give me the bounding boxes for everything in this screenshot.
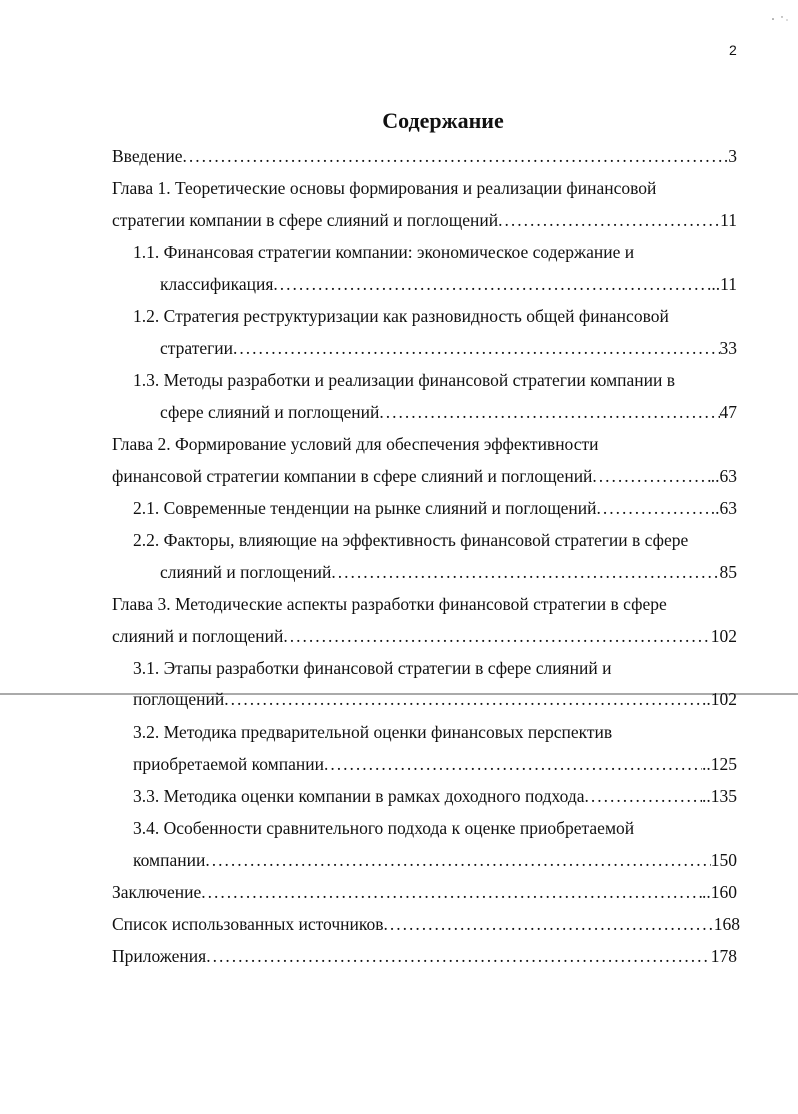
toc-leader-dots — [233, 335, 719, 361]
toc-entry-text: Список использованных источников — [112, 914, 384, 934]
toc-entry-section-3-2-line-1[interactable] — [133, 719, 612, 745]
toc-leader-dots — [384, 911, 714, 937]
toc-entry-text: стратегии — [160, 338, 234, 358]
toc-entry-text: Введение — [112, 146, 183, 166]
toc-entry-text: 2.1. Современные тенденции на рынке слияний и поглощений — [133, 498, 597, 518]
toc-entry-page: 102 — [710, 626, 737, 646]
toc-entry-section-1-1-line-1[interactable] — [133, 239, 634, 265]
toc-entry-conclusion[interactable] — [112, 879, 737, 905]
toc-entry-text: 3.1. Этапы разработки финансовой стратегии в сфере слияний и — [133, 658, 612, 678]
toc-entry-text: Заключение — [112, 882, 202, 902]
toc-leader-dots — [592, 463, 710, 489]
toc-leader-dots — [331, 559, 719, 585]
page-number: 2 — [729, 42, 737, 58]
toc-entry-appendix[interactable] — [112, 943, 737, 969]
toc-entry-page: 150 — [710, 850, 737, 870]
toc-entry-page: ...11 — [707, 274, 737, 294]
toc-entry-section-1-3-line-2[interactable] — [160, 399, 737, 425]
toc-entry-section-3-4-line-1[interactable] — [133, 815, 634, 841]
toc-entry-page: 47 — [719, 402, 737, 422]
toc-title: Содержание — [382, 108, 504, 133]
toc-entry-section-3-4-line-2[interactable] — [133, 847, 737, 873]
toc-entry-text: 1.3. Методы разработки и реализации финансовой стратегии компании в — [133, 370, 676, 390]
toc-entry-text: поглощений — [133, 689, 225, 709]
toc-entry-text: Приложения — [112, 946, 207, 966]
toc-entry-text: 1.1. Финансовая стратегии компании: экономическое содержание и — [133, 242, 635, 262]
toc-entry-page: 85 — [719, 562, 737, 582]
toc-entry-page: 168 — [713, 914, 740, 934]
toc-entry-text: Глава 2. Формирование условий для обеспечения эффективности — [112, 434, 599, 454]
toc-entry-section-1-2-line-2[interactable] — [160, 335, 737, 361]
toc-entry-text: Глава 1. Теоретические основы формирования и реализации финансовой — [112, 178, 657, 198]
toc-entry-text: компании — [133, 850, 206, 870]
toc-entry-section-1-1-line-2[interactable] — [160, 271, 737, 297]
toc-entry-page: ..63 — [710, 466, 737, 486]
toc-entry-page: 33 — [719, 338, 737, 358]
toc-entry-chapter-2-line-2[interactable] — [112, 463, 737, 489]
toc-leader-dots — [379, 399, 719, 425]
toc-entry-text: классификация — [160, 274, 274, 294]
toc-leader-dots — [273, 271, 707, 297]
toc-entry-section-1-3-line-1[interactable] — [133, 367, 675, 393]
toc-entry-page: .3 — [723, 146, 737, 166]
toc-entry-chapter-3-line-2[interactable] — [112, 623, 737, 649]
toc-entry-text: сфере слияний и поглощений — [160, 402, 380, 422]
toc-entry-page: ..160 — [702, 882, 737, 902]
toc-leader-dots — [498, 207, 720, 233]
toc-entry-intro[interactable] — [112, 143, 737, 169]
toc-entry-chapter-2-line-1[interactable] — [112, 431, 599, 457]
toc-leader-dots — [283, 623, 710, 649]
toc-leader-dots — [206, 943, 711, 969]
toc-entry-chapter-3-line-1[interactable] — [112, 591, 667, 617]
toc-entry-text: 2.2. Факторы, влияющие на эффективность финансовой стратегии в сфере — [133, 530, 689, 550]
toc-entry-text: слияний и поглощений — [112, 626, 284, 646]
toc-entry-page: ..102 — [702, 689, 737, 709]
toc-entry-text: финансовой стратегии компании в сфере слияний и поглощений — [112, 466, 593, 486]
toc-entry-section-1-2-line-1[interactable] — [133, 303, 669, 329]
toc-entry-section-3-3[interactable] — [133, 783, 737, 809]
toc-leader-dots — [205, 847, 710, 873]
toc-entry-page: 11 — [720, 210, 737, 230]
toc-entry-chapter-1-line-1[interactable] — [112, 175, 656, 201]
toc-entry-page: 178 — [710, 946, 737, 966]
toc-leader-dots — [585, 783, 702, 809]
toc-entry-text: Глава 3. Методические аспекты разработки финансовой стратегии в сфере — [112, 594, 667, 614]
toc-entry-section-2-1[interactable] — [133, 495, 737, 521]
toc-entry-text: слияний и поглощений — [160, 562, 332, 582]
toc-entry-section-2-2-line-2[interactable] — [160, 559, 737, 585]
toc-entry-page: ..125 — [702, 754, 737, 774]
toc-entry-text: 1.2. Стратегия реструктуризации как разновидность общей финансовой — [133, 306, 669, 326]
toc-leader-dots — [324, 751, 702, 777]
toc-entry-section-2-2-line-1[interactable] — [133, 527, 688, 553]
toc-leader-dots — [597, 495, 711, 521]
toc-entry-page: ..63 — [710, 498, 737, 518]
toc-entry-text: стратегии компании в сфере слияний и поглощений — [112, 210, 499, 230]
toc-entry-text: 3.3. Методика оценки компании в рамках доходного подхода — [133, 786, 585, 806]
toc-entry-text: приобретаемой компании — [133, 754, 324, 774]
toc-entry-text: 3.4. Особенности сравнительного подхода к оценке приобретаемой — [133, 818, 635, 838]
toc-leader-dots — [224, 686, 702, 712]
toc-entry-sources[interactable] — [112, 911, 740, 937]
toc-entry-page: ..135 — [702, 786, 737, 806]
toc-entry-chapter-1-line-2[interactable] — [112, 207, 737, 233]
toc-entry-text: 3.2. Методика предварительной оценки финансовых перспектив — [133, 722, 613, 742]
toc-leader-dots — [183, 143, 724, 169]
toc-entry-section-3-2-line-2[interactable] — [133, 751, 737, 777]
toc-entry-section-3-1-line-2[interactable] — [133, 686, 737, 712]
toc-entry-section-3-1-line-1[interactable] — [133, 655, 611, 681]
toc-leader-dots — [201, 879, 702, 905]
